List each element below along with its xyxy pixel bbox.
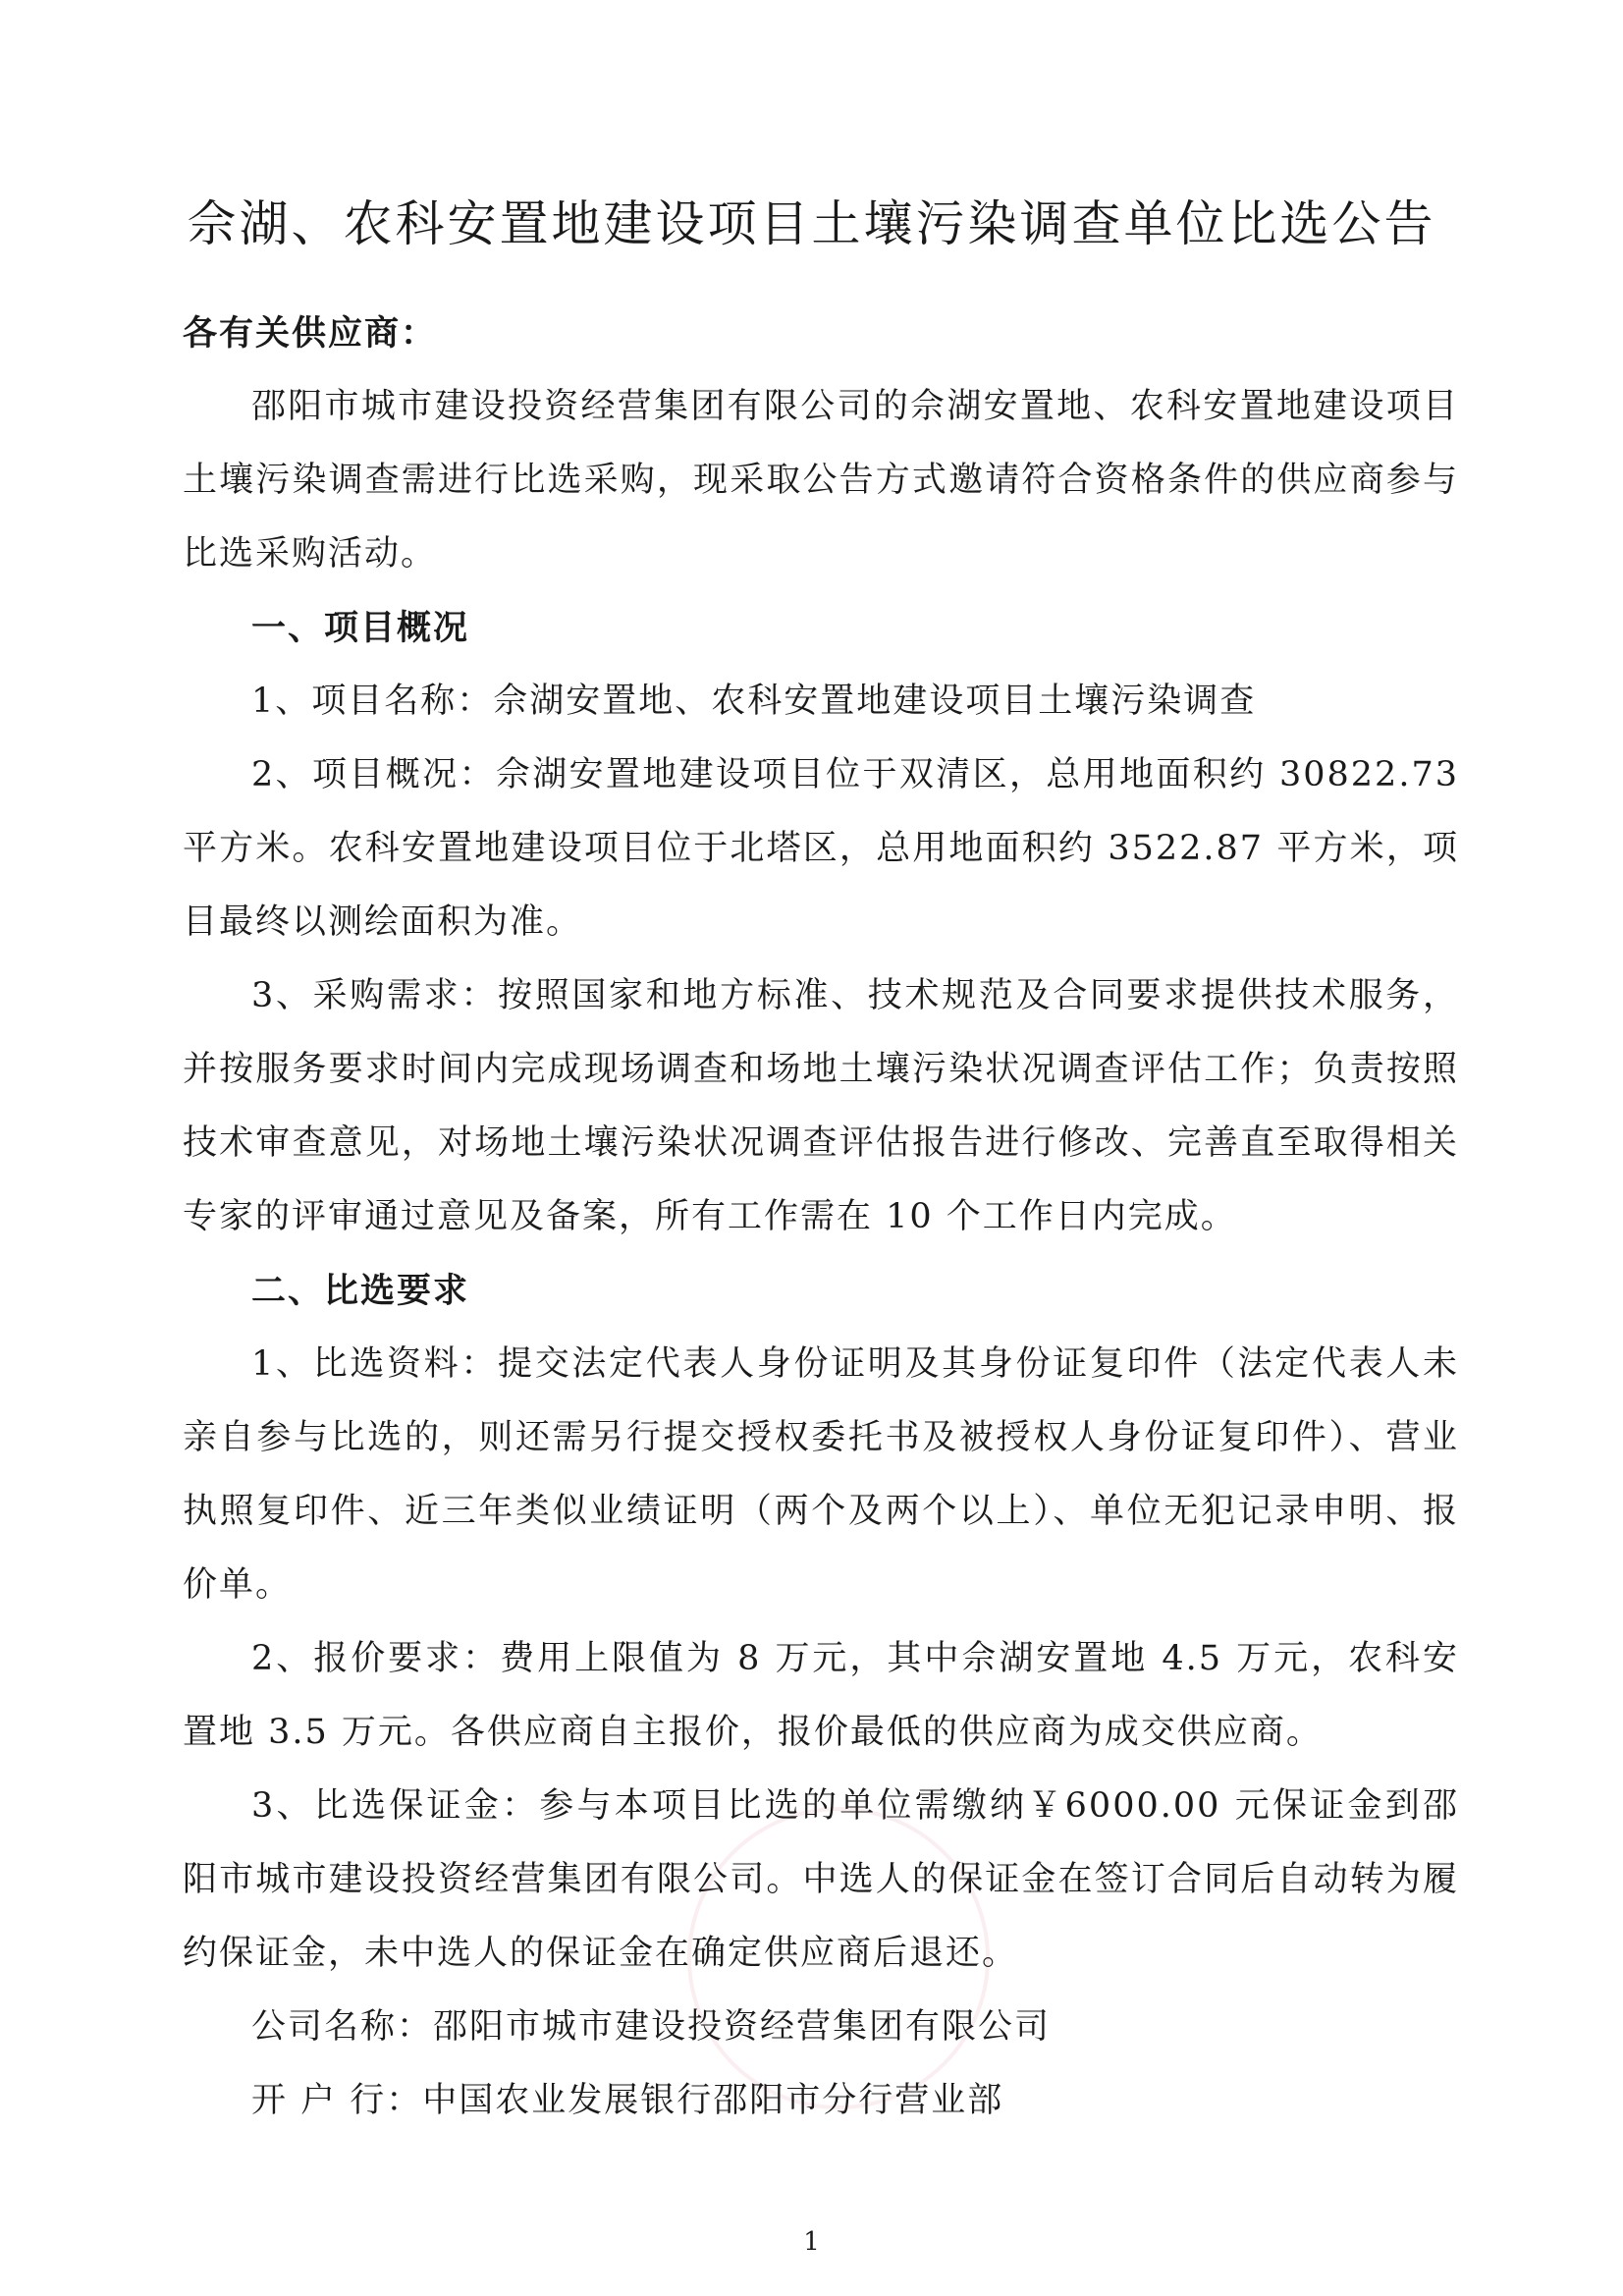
procurement-requirement-paragraph: 3、采购需求：按照国家和地方标准、技术规范及合同要求提供技术服务，并按服务要求时间内完成现场调查和场地土壤污染状况调查评估工作；负责按照技术审查意见，对场地土壤污染状况调查评估报告进行修改、完善直至取得相关专家的评审通过意见及备案，所有工作需在 10 个工作日内完成。 <box>183 976 1459 1236</box>
project-overview-paragraph: 2、项目概况：佘湖安置地建设项目位于双清区，总用地面积约 30822.73 平方米。农科安置地建设项目位于北塔区，总用地面积约 3522.87 平方米，项目最终以测绘面积为准。 <box>183 755 1459 942</box>
section-heading-selection-requirements: 二、比选要求 <box>251 1271 470 1311</box>
deposit-paragraph: 3、比选保证金：参与本项目比选的单位需缴纳￥6000.00 元保证金到邵阳市城市建设投资经营集团有限公司。中选人的保证金在签订合同后自动转为履约保证金，未中选人的保证金在确定供应商后退还。 <box>183 1786 1459 1973</box>
selection-materials-paragraph: 1、比选资料：提交法定代表人身份证明及其身份证复印件（法定代表人未亲自参与比选的，则还需另行提交授权委托书及被授权人身份证复印件）、营业执照复印件、近三年类似业绩证明（两个及两个以上）、单位无犯记录申明、报价单。 <box>183 1344 1459 1605</box>
page-title: 佘湖、农科安置地建设项目土壤污染调查单位比选公告 <box>187 195 1436 252</box>
intro-paragraph: 邵阳市城市建设投资经营集团有限公司的佘湖安置地、农科安置地建设项目土壤污染调查需进行比选采购，现采取公告方式邀请符合资格条件的供应商参与比选采购活动。 <box>183 387 1459 574</box>
salutation: 各有关供应商： <box>183 313 438 354</box>
bank-line: 开 户 行：中国农业发展银行邵阳市分行营业部 <box>251 2081 1004 2120</box>
document-body <box>183 297 1459 2138</box>
project-name-paragraph: 1、项目名称：佘湖安置地、农科安置地建设项目土壤污染调查 <box>251 682 1257 721</box>
company-name-line: 公司名称：邵阳市城市建设投资经营集团有限公司 <box>251 2007 1052 2047</box>
page-number: 1 <box>803 2227 820 2257</box>
section-heading-project-overview: 一、项目概况 <box>251 608 470 648</box>
quotation-requirement-paragraph: 2、报价要求：费用上限值为 8 万元，其中佘湖安置地 4.5 万元，农科安置地 3.5 万元。各供应商自主报价，报价最低的供应商为成交供应商。 <box>183 1639 1459 1752</box>
